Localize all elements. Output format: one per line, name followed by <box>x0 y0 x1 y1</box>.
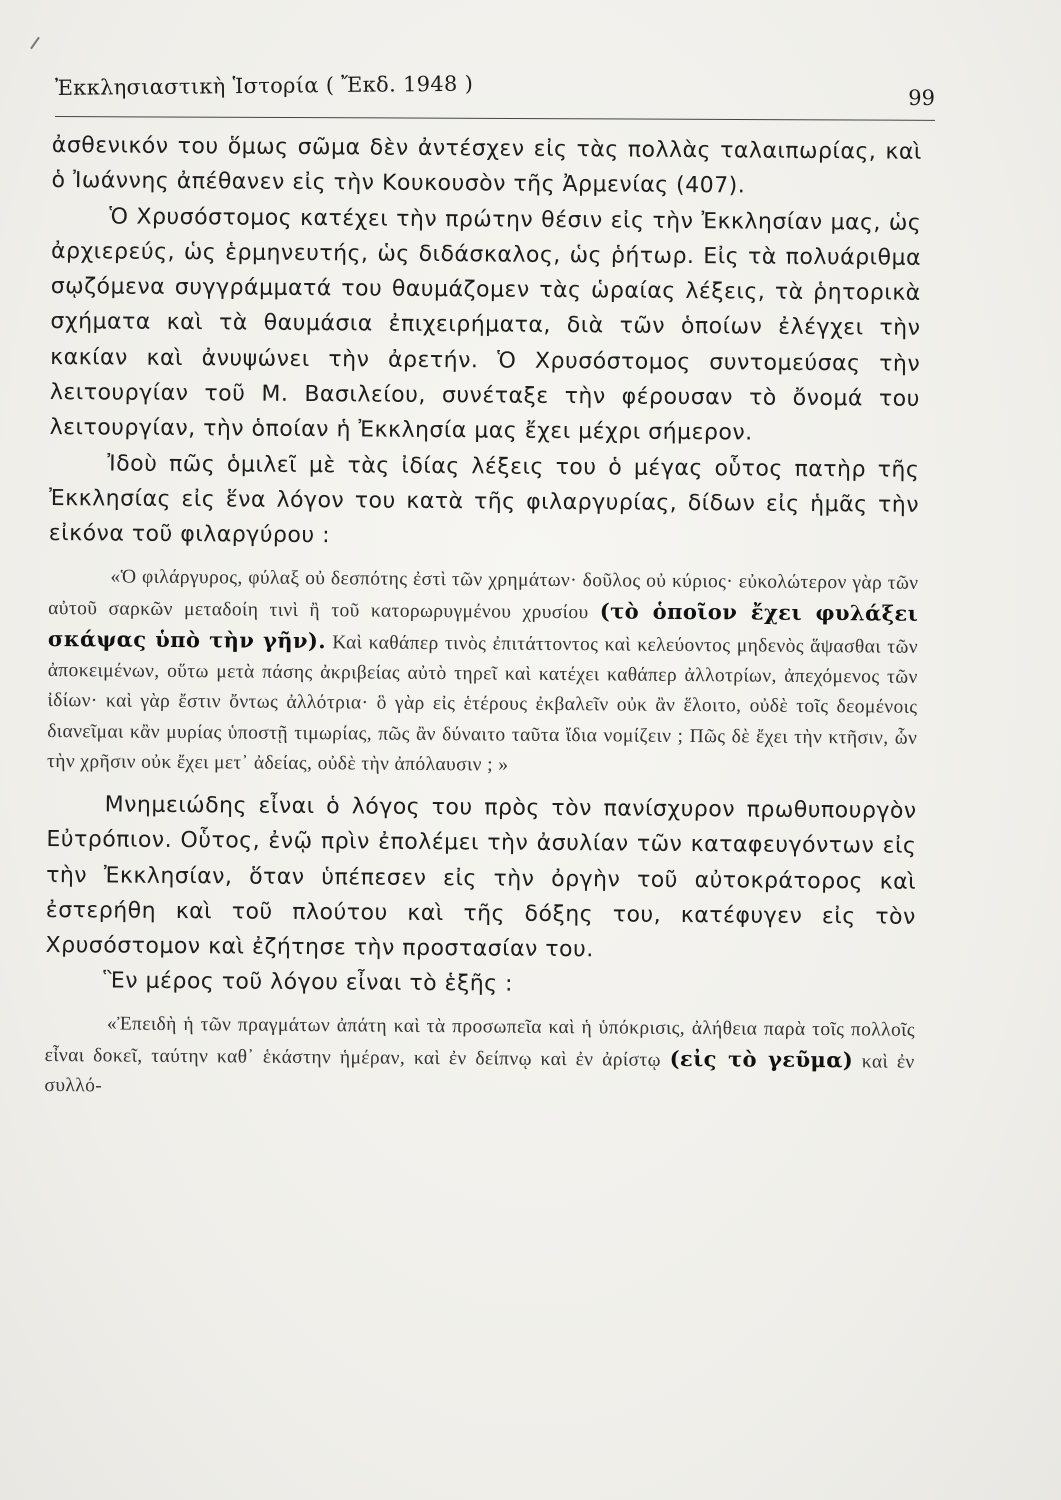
paragraph-2: Ὁ Χρυσόστομος κατέχει τὴν πρώτην θέσιν εἰς τὴν Ἐκκλησίαν μας, ὡς ἀρχιερεύς, ὡς ἑρμηνευτής, ὡς διδάσκαλος, ὡς ῥήτωρ. Εἰς τὰ πολυάριθμα σῳζόμενα συγγράμματά του θαυμάζομεν τὰς ὡραίας λέξεις, τὰ ῥητορικὰ σχήματα καὶ τὰ θαυμάσια ἐπιχειρήματα, διὰ τῶν ὁποίων ἐλέγχει τὴν κακίαν καὶ ἀνυψώνει τὴν ἀρετήν. Ὁ Χρυσόστομος συντομεύσας τὴν λειτουργίαν τοῦ Μ. Βασιλείου, συνέταξε τὴν φέρουσαν τὸ ὄνομά του λειτουργίαν, τὴν ὁποίαν ἡ Ἐκκλησία μας ἔχει μέχρι σήμερον. <box>49 204 922 446</box>
quote-2-text-a: «Ἐπειδὴ ἡ τῶν πραγμάτων ἀπάτη καὶ τὰ προσωπεῖα καὶ ἡ ὑπόκρισις, ἀλήθεια παρὰ τοῖς πολλοῖς εἶναι δοκεῖ, ταύτην καθ᾽ ἑκάστην ἡμέραν, καὶ ἐν δείπνῳ καὶ ἐν ἀρίστῳ <box>44 1013 916 1071</box>
paragraph-3: Ἰδοὺ πῶς ὁμιλεῖ μὲ τὰς ἰδίας λέξεις του ὁ μέγας οὗτος πατὴρ τῆς Ἐκκλησίας εἰς ἕνα λόγον του κατὰ τῆς φιλαργυρίας, δίδων εἰς ἡμᾶς τὴν εἰκόνα τοῦ φιλαργύρου : <box>48 451 920 549</box>
header-rule <box>55 116 935 121</box>
quote-2-gloss: (εἰς τὸ γεῦμα) <box>669 1045 854 1073</box>
body-text <box>44 128 922 1118</box>
pen-mark <box>30 37 40 50</box>
paragraph-4: Μνημειώδης εἶναι ὁ λόγος του πρὸς τὸν πανίσχυρον πρωθυπουργὸν Εὐτρόπιον. Οὗτος, ἐνῷ πρὶν ἐπολέμει τὴν ἀσυλίαν τῶν καταφευγόντων εἰς τὴν Ἐκκλησίαν, ὅταν ὑπέπεσεν εἰς τὴν ὀργὴν τοῦ αὐτοκράτορος καὶ ἐστερήθη καὶ τοῦ πλούτου καὶ τῆς δόξης του, κατέφυγεν εἰς τὸν Χρυσόστομον καὶ ἐζήτησε τὴν προστασίαν του. <box>45 792 917 963</box>
quote-2-text-b: καὶ ἐν συλλό- <box>44 1051 915 1097</box>
page-number: 99 <box>908 86 935 110</box>
quote-1-text-a: «Ὁ φιλάργυρος, φύλαξ οὐ δεσπότης ἐστὶ τῶν χρημάτων· δοῦλος οὐ κύριος· εὐκολώτερον γὰρ τῶν αὐτοῦ σαρκῶν μεταδοίη τινὶ ἢ τοῦ κατορωρυγμένου χρυσίου <box>48 566 919 623</box>
quote-1-text-b: Καὶ καθάπερ τινὸς ἐπιτάττοντος καὶ κελεύοντος μηδενὸς ἅψασθαι τῶν ἀποκειμένων, οὕτω μετὰ πάσης ἀκριβείας αὐτὸ τηρεῖ καὶ κατέχει καθάπερ ἀλλοτρίων, ἀπεχόμενος τῶν ἰδίων· καὶ γὰρ ἔστιν ὄντως ἀλλότρια· ὃ γὰρ εἰς ἑτέρους ἐκβαλεῖν οὐκ ἂν ἕλοιτο, οὐδὲ τοῖς δεομένοις διανεῖμαι κἂν μυρίας ὑποστῇ τιμωρίας, πῶς ἂν δύναιτο ταῦτα ἴδια νομίζειν ; Πῶς δὲ ἔχει τὴν κτῆσιν, ὧν τὴν χρῆσιν οὐκ ἔχει μετ᾽ ἀδείας, οὐδὲ τὴν ἀπόλαυσιν ; » <box>46 632 919 776</box>
paragraph-1: ἀσθενικόν του ὅμως σῶμα δὲν ἀντέσχεν εἰς τὰς πολλὰς ταλαιπωρίας, καὶ ὁ Ἰωάννης ἀπέθανεν εἰς τὴν Κουκουσὸν τῆς Ἀρμενίας (407). <box>51 132 922 199</box>
paragraph-5: Ἓν μέρος τοῦ λόγου εἶναι τὸ ἑξῆς : <box>103 968 514 998</box>
page-header <box>55 68 935 124</box>
quote-1 <box>47 562 919 784</box>
quote-2 <box>44 1009 915 1108</box>
quote-1-gloss: (τὸ ὁποῖον ἔχει φυλάξει σκάψας ὑπὸ τὴν γῆν). <box>47 598 919 654</box>
running-head: Ἐκκλησιαστικὴ Ἱστορία ( Ἔκδ. 1948 ) <box>54 71 474 100</box>
